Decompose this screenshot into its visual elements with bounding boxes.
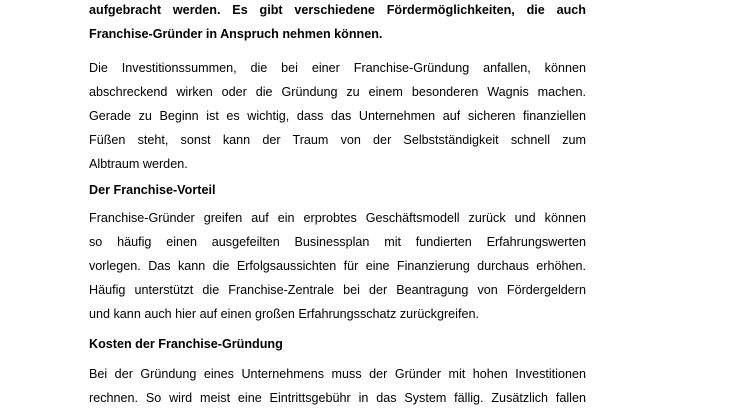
paragraph-investment (89, 56, 586, 176)
paragraph-line: rechnen. So wird meist eine Eintrittsgebühr in das System fällig. Zusätzlich fallen (89, 391, 586, 405)
paragraph-line: Die Investitionssummen, die bei einer Franchise-Gründung anfallen, können (89, 61, 586, 75)
heading-franchise-advantage: Der Franchise-Vorteil (89, 183, 216, 197)
paragraph-line: abschreckend wirken oder die Gründung zu einem besonderen Wagnis machen. (89, 85, 586, 99)
paragraph-line: so häufig einen ausgefeilten Businessplan mit fundierten Erfahrungswerten (89, 235, 586, 249)
intro-bold-paragraph (89, 0, 586, 46)
paragraph-advantage (89, 206, 586, 326)
paragraph-line: Albtraum werden. (89, 157, 188, 171)
heading-franchise-costs: Kosten der Franchise-Gründung (89, 337, 283, 351)
paragraph-line: Füßen steht, sonst kann der Traum von der Selbstständigkeit schnell zum (89, 133, 586, 147)
document-page (89, 0, 586, 410)
paragraph-costs (89, 362, 586, 410)
intro-line-2: Franchise-Gründer in Anspruch nehmen können. (89, 27, 383, 41)
intro-line-1: aufgebracht werden. Es gibt verschiedene Fördermöglichkeiten, die auch (89, 3, 586, 17)
paragraph-line: Bei der Gründung eines Unternehmens muss der Gründer mit hohen Investitionen (89, 367, 586, 381)
paragraph-line: Häufig unterstützt die Franchise-Zentrale bei der Beantragung von Fördergeldern (89, 283, 586, 297)
paragraph-line: und kann auch hier auf einen großen Erfahrungsschatz zurückgreifen. (89, 307, 479, 321)
paragraph-line: vorlegen. Das kann die Erfolgsaussichten für eine Finanzierung durchaus erhöhen. (89, 259, 586, 273)
paragraph-line: Gerade zu Beginn ist es wichtig, dass das Unternehmen auf sicheren finanziellen (89, 109, 586, 123)
paragraph-line: Franchise-Gründer greifen auf ein erprobtes Geschäftsmodell zurück und können (89, 211, 586, 225)
